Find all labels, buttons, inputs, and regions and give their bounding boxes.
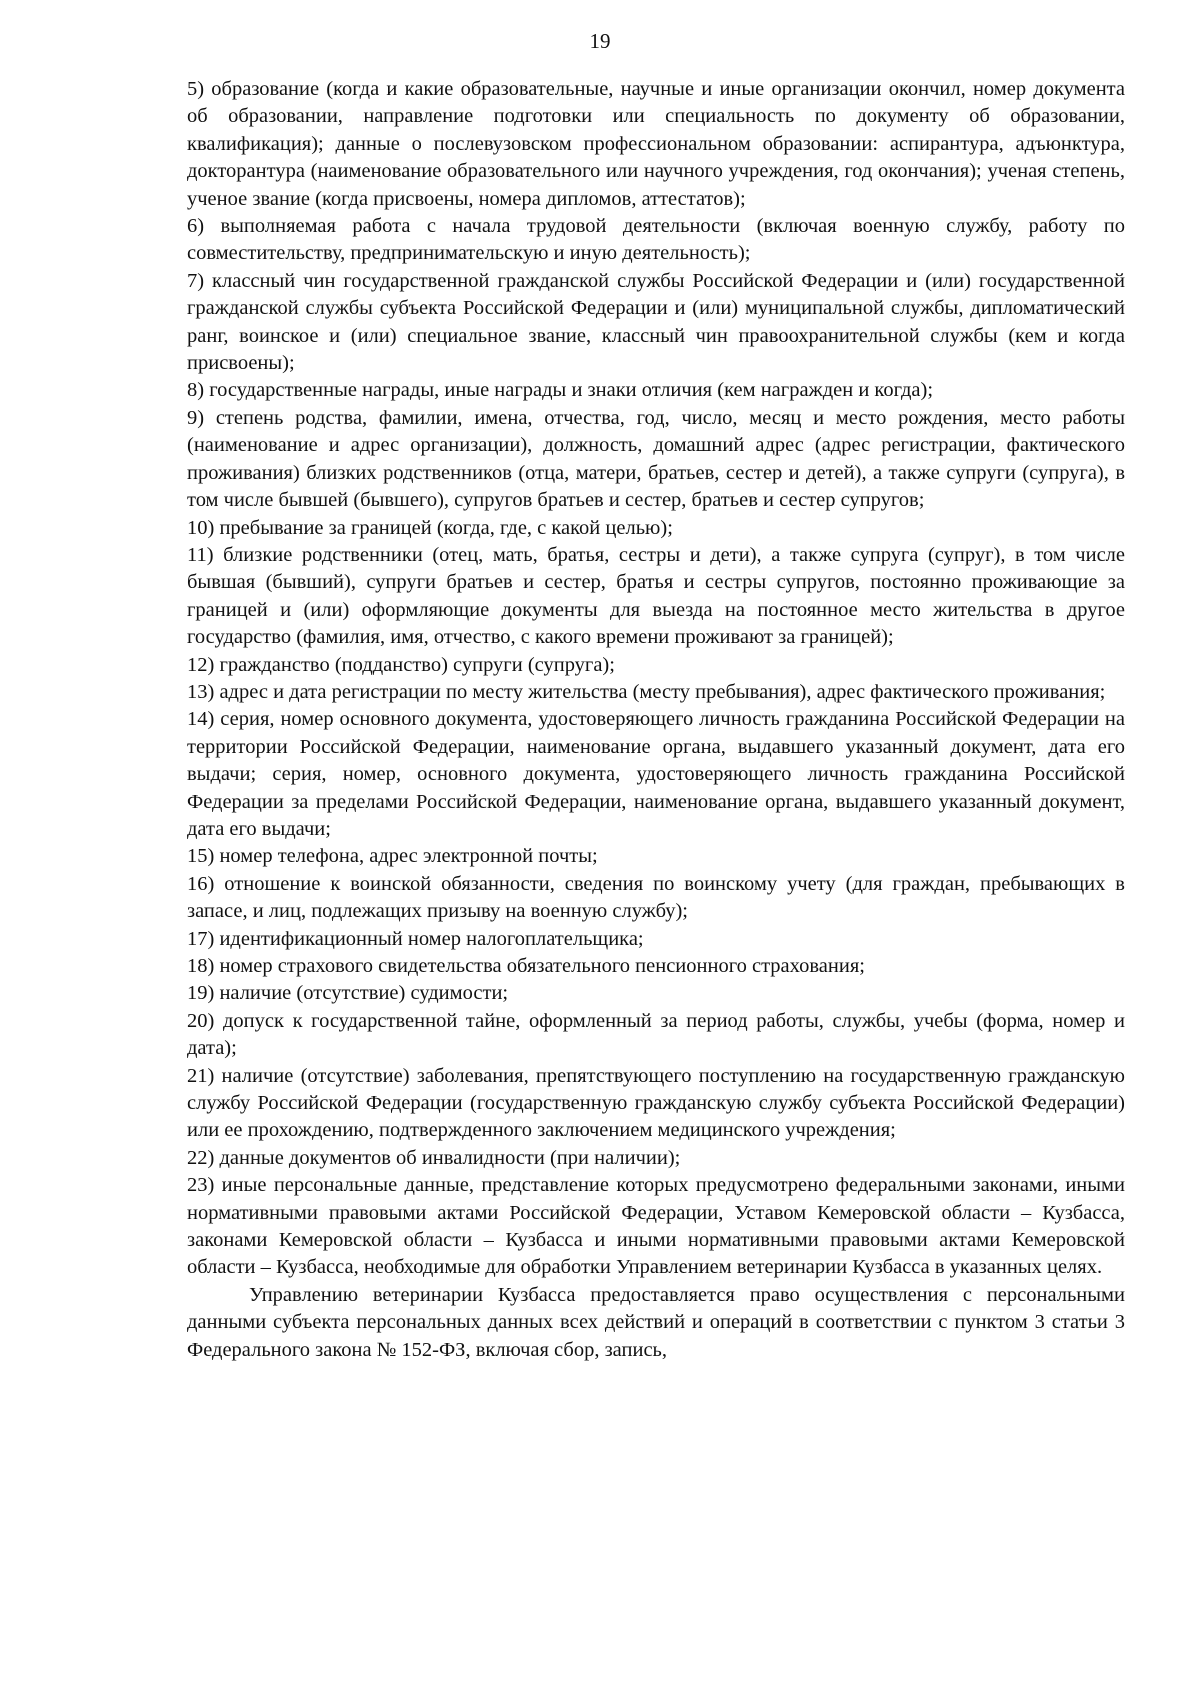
list-item-12: 12) гражданство (подданство) супруги (супруга);: [187, 653, 615, 676]
list-item-5: 5) образование (когда и какие образовательные, научные и иные организации окончил, номер документа об образовании, направление подготовки или специальность по документу об образовании, квалификация); данные о послевузовском профессиональном образовании: аспирантура, адъюнктура, докторантура (наименование образовательного или научного учреждения, год окончания); ученая степень, ученое звание (когда присвоены, номера дипломов, аттестатов);: [187, 78, 1125, 210]
list-item-23: 23) иные персональные данные, представление которых предусмотрено федеральными законами, иными нормативными правовыми актами Российской Федерации, Уставом Кемеровской области – Кузбасса, законами Кемеровской области – Кузбасса и иными нормативными правовыми актами Кемеровской области – Кузбасса, необходимые для обработки Управлением ветеринарии Кузбасса в указанных целях.: [187, 1174, 1125, 1279]
list-item-18: 18) номер страхового свидетельства обязательного пенсионного страхования;: [187, 955, 865, 977]
list-item-19: 19) наличие (отсутствие) судимости;: [187, 982, 509, 1005]
page-number: 19: [589, 29, 611, 53]
list-item-16: 16) отношение к воинской обязанности, сведения по воинскому учету (для граждан, пребывающих в запасе, и лиц, подлежащих призыву на военную службу);: [187, 872, 1125, 923]
list-item-13: 13) адрес и дата регистрации по месту жительства (месту пребывания), адрес фактического проживания;: [187, 680, 1106, 703]
list-item-14: 14) серия, номер основного документа, удостоверяющего личность гражданина Российской Федерации на территории Российской Федерации, наименование органа, выдавшего указанный документ, дата его выдачи; серия, номер, основного документа, удостоверяющего личность гражданина Российской Федерации за пределами Российской Федерации, наименование органа, выдавшего указанный документ, дата его выдачи;: [187, 708, 1125, 840]
list-item-7: 7) классный чин государственной гражданской службы Российской Федерации и (или) государственной гражданской службы субъекта Российской Федерации и (или) муниципальной службы, дипломатический ранг, воинское и (или) специальное звание, классный чин правоохранительной службы (кем и когда присвоены);: [187, 269, 1125, 375]
list-item-11: 11) близкие родственники (отец, мать, братья, сестры и дети), а также супруга (супруг), в том числе бывшая (бывший), супруги братьев и сестер, братья и сестры супругов, постоянно проживающие за границей и (или) оформляющие документы для выезда на постоянное место жительства в другое государство (фамилия, имя, отчество, с какого времени проживают за границей);: [187, 543, 1125, 649]
list-item-22: 22) данные документов об инвалидности (при наличии);: [187, 1146, 681, 1169]
list-item-6: 6) выполняемая работа с начала трудовой деятельности (включая военную службу, работу по совместительству, предпринимательскую и иную деятельность);: [187, 215, 1125, 265]
list-item-17: 17) идентификационный номер налогоплательщика;: [187, 927, 644, 950]
list-item-9: 9) степень родства, фамилии, имена, отчества, год, число, месяц и место рождения, место работы (наименование и адрес организации), должность, домашний адрес (адрес регистрации, фактического проживания) близких родственников (отца, матери, братьев, сестер и детей), а также супруги (супруга), в том числе бывшей (бывшего), супругов братьев и сестер, братьев и сестер супругов;: [187, 406, 1125, 512]
list-item-21: 21) наличие (отсутствие) заболевания, препятствующего поступлению на государственную гражданскую службу Российской Федерации (государственную гражданскую службу субъекта Российской Федерации) или ее прохождению, подтвержденного заключением медицинского учреждения;: [187, 1064, 1125, 1142]
list-item-20: 20) допуск к государственной тайне, оформленный за период работы, службы, учебы (форма, номер и дата);: [187, 1009, 1125, 1060]
list-item-15: 15) номер телефона, адрес электронной почты;: [187, 845, 598, 868]
closing-paragraph: Управлению ветеринарии Кузбасса предоставляется право осуществления с персональными данными субъекта персональных данных всех действий и операций в соответствии с пунктом 3 статьи 3 Федерального закона № 152-ФЗ, включая сбор, запись,: [187, 1283, 1125, 1361]
list-item-10: 10) пребывание за границей (когда, где, с какой целью);: [187, 516, 673, 539]
document-body: [187, 76, 1125, 1364]
list-item-8: 8) государственные награды, иные награды и знаки отличия (кем награжден и когда);: [187, 379, 934, 402]
